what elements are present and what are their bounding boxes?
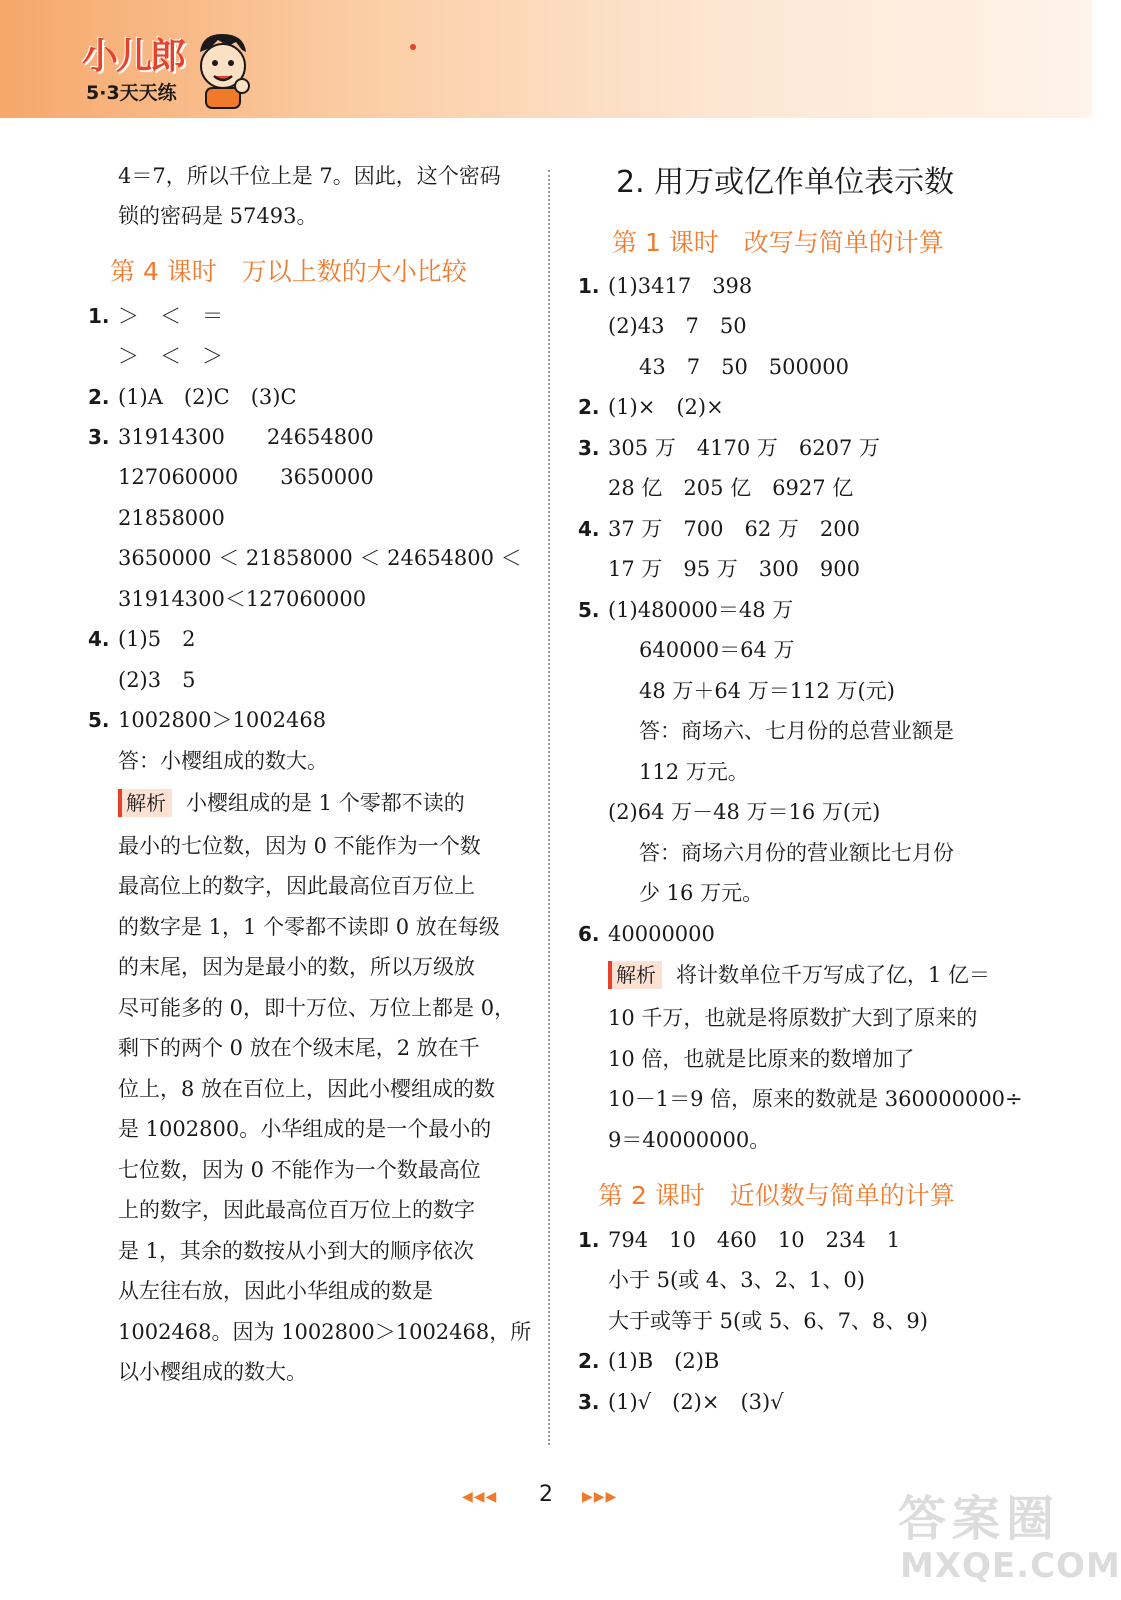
analysis-first-line: [608, 961, 990, 989]
series-name: 5·3天天练: [86, 82, 177, 104]
analysis-text: 最高位上的数字，因此最高位百万位上: [118, 874, 475, 898]
answer-line: (2)64 万－48 万＝16 万(元): [608, 800, 881, 824]
analysis-text: 是 1，其余的数按从小到大的顺序依次: [118, 1239, 475, 1263]
column-divider: [548, 170, 550, 1445]
watermark: [898, 1480, 1121, 1590]
answer-line: 答：商场六、七月份的总营业额是: [618, 719, 954, 743]
page-number: 2: [539, 1482, 553, 1507]
page-arrows-left-icon: ◀◀◀: [462, 1489, 498, 1505]
text-line: 4＝7，所以千位上是 7。因此，这个密码: [118, 164, 501, 188]
analysis-first-line: [118, 789, 465, 817]
analysis-text: 上的数字，因此最高位百万位上的数字: [118, 1198, 475, 1222]
text-line: 锁的密码是 57493。: [118, 204, 318, 228]
analysis-text: 将计数单位千万写成了亿，1 亿＝: [676, 963, 991, 987]
answer-line: (1)B (2)B: [608, 1349, 720, 1373]
analysis-text: 尽可能多的 0，即十万位、万位上都是 0，: [118, 996, 516, 1020]
analysis-text: 的数字是 1，1 个零都不读即 0 放在每级: [118, 915, 500, 939]
answer-line: (1)480000＝48 万: [608, 598, 794, 622]
answer-line: 1002800＞1002468: [118, 708, 327, 732]
answer-line: 28 亿 205 亿 6927 亿: [608, 476, 854, 500]
answer-line: 305 万 4170 万 6207 万: [608, 436, 880, 460]
question-number: 2.: [578, 1349, 600, 1373]
question-number: 2.: [578, 395, 600, 419]
question-number: 5.: [578, 598, 600, 622]
question-number: 1.: [578, 1228, 600, 1252]
answer-line: ＞ ＜ ＝: [118, 304, 223, 328]
answer-line: (1)× (2)×: [608, 395, 724, 419]
answer-line: 21858000: [118, 506, 225, 530]
answer-line: (1)A (2)C (3)C: [118, 385, 297, 409]
lesson-title: 第 1 课时 改写与简单的计算: [612, 228, 944, 257]
analysis-text: 最小的七位数，因为 0 不能作为一个数: [118, 834, 481, 858]
analysis-text: 以小樱组成的数大。: [118, 1360, 307, 1384]
analysis-text: 10 倍，也就是比原来的数增加了: [608, 1047, 915, 1071]
question-number: 1.: [578, 274, 600, 298]
analysis-text: 小樱组成的是 1 个零都不读的: [186, 791, 465, 815]
answer-line: (2)43 7 50: [608, 314, 747, 338]
answer-line: 17 万 95 万 300 900: [608, 557, 860, 581]
question-number: 3.: [578, 436, 600, 460]
answer-line: 31914300＜127060000: [118, 587, 367, 611]
answer-line: 127060000 3650000: [118, 465, 374, 489]
lesson-title: 第 2 课时 近似数与简单的计算: [598, 1181, 955, 1210]
answer-line: 小于 5(或 4、3、2、1、0): [608, 1268, 865, 1292]
answer-line: (1)3417 398: [608, 274, 753, 298]
answer-line: 40000000: [608, 922, 715, 946]
question-number: 5.: [88, 708, 110, 732]
watermark-bottom: MXQE.COM: [900, 1546, 1121, 1586]
analysis-text: 位上，8 放在百位上，因此小樱组成的数: [118, 1077, 496, 1101]
answer-line: 43 7 50 500000: [618, 355, 849, 379]
answer-line: 112 万元。: [618, 760, 749, 784]
analysis-text: 是 1002800。小华组成的是一个最小的: [118, 1117, 492, 1141]
watermark-top: 答案圈: [898, 1491, 1061, 1547]
answer-line: 答：小樱组成的数大。: [118, 749, 328, 773]
question-number: 1.: [88, 304, 110, 328]
analysis-text: 剩下的两个 0 放在个级末尾，2 放在千: [118, 1036, 480, 1060]
answer-line: (1)√ (2)× (3)√: [608, 1390, 784, 1414]
decorative-dot: [410, 44, 416, 50]
analysis-text: 9＝40000000。: [608, 1128, 771, 1152]
answer-line: 少 16 万元。: [618, 881, 764, 905]
mascot-icon: [192, 30, 254, 110]
question-number: 3.: [88, 425, 110, 449]
answer-line: 3650000 ＜ 21858000 ＜ 24654800 ＜: [118, 546, 522, 570]
analysis-text: 10 千万，也就是将原数扩大到了原来的: [608, 1006, 978, 1030]
answer-line: 794 10 460 10 234 1: [608, 1228, 901, 1252]
answer-line: 答：商场六月份的营业额比七月份: [618, 841, 954, 865]
brand-logo: 小儿郎: [82, 36, 185, 77]
page-arrows-right-icon: ▶▶▶: [582, 1489, 618, 1505]
answer-line: 640000＝64 万: [618, 638, 795, 662]
answer-line: 48 万＋64 万＝112 万(元): [618, 679, 895, 703]
analysis-text: 从左往右放，因此小华组成的数是: [118, 1279, 433, 1303]
question-number: 3.: [578, 1390, 600, 1414]
question-number: 4.: [578, 517, 600, 541]
answer-line: (2)3 5: [118, 668, 196, 692]
question-number: 4.: [88, 627, 110, 651]
answer-line: 37 万 700 62 万 200: [608, 517, 860, 541]
section-title: 2. 用万或亿作单位表示数: [616, 165, 955, 200]
analysis-label: 解析: [118, 789, 172, 817]
answer-line: ＞ ＜ ＞: [118, 344, 223, 368]
question-number: 6.: [578, 922, 600, 946]
question-number: 2.: [88, 385, 110, 409]
analysis-label: 解析: [608, 961, 662, 989]
analysis-text: 的末尾，因为是最小的数，所以万级放: [118, 955, 475, 979]
lesson-title: 第 4 课时 万以上数的大小比较: [110, 257, 467, 286]
answer-line: (1)5 2: [118, 627, 196, 651]
analysis-text: 1002468。因为 1002800＞1002468，所: [118, 1320, 532, 1344]
analysis-text: 10－1＝9 倍，原来的数就是 360000000÷: [608, 1087, 1023, 1111]
answer-line: 大于或等于 5(或 5、6、7、8、9): [608, 1309, 928, 1333]
analysis-text: 七位数，因为 0 不能作为一个数最高位: [118, 1158, 481, 1182]
answer-line: 31914300 24654800: [118, 425, 374, 449]
